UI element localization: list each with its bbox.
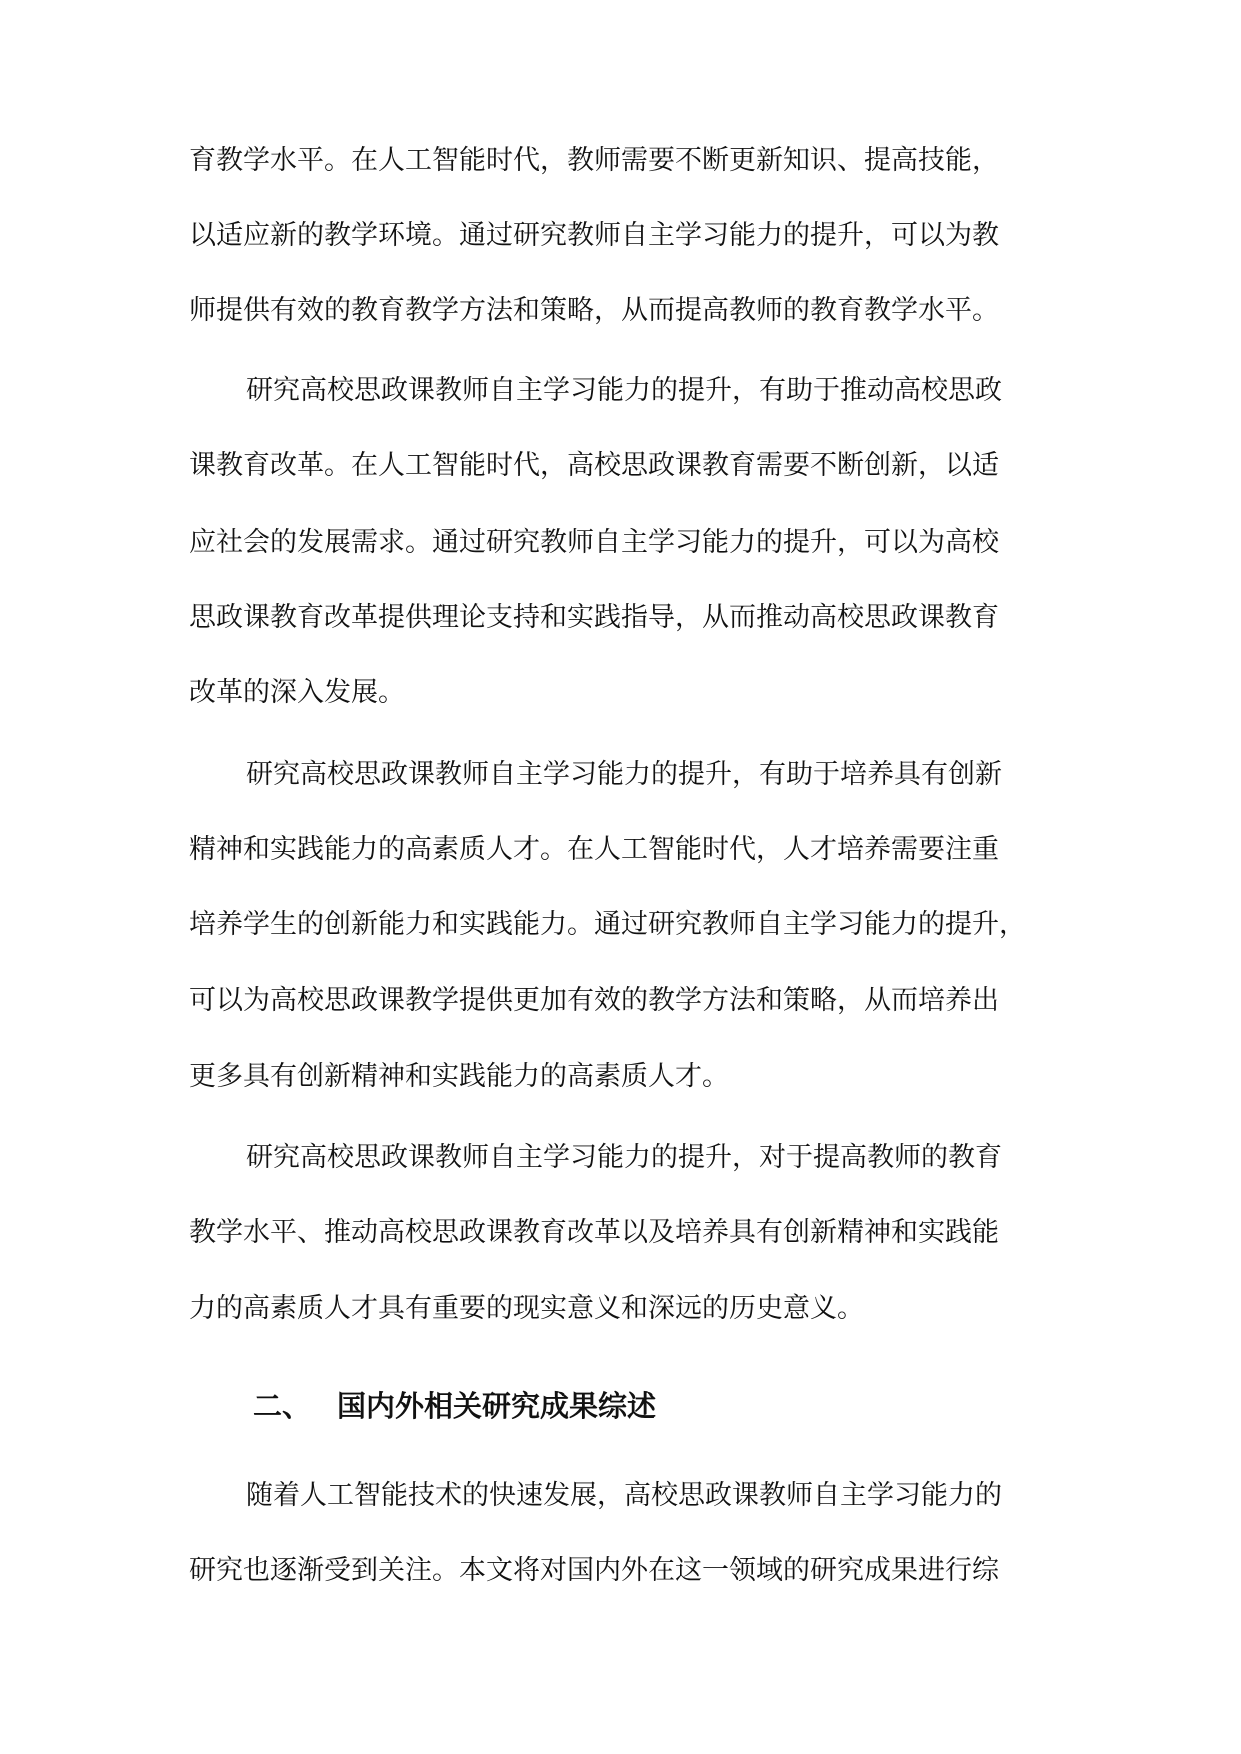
text-line: 研究高校思政课教师自主学习能力的提升，有助于培养具有创新 <box>246 759 1002 790</box>
text-line: 培养学生的创新能力和实践能力。通过研究教师自主学习能力的提升， <box>189 909 1026 940</box>
text-line: 研究高校思政课教师自主学习能力的提升，对于提高教师的教育 <box>246 1142 1002 1173</box>
text-line: 以适应新的教学环境。通过研究教师自主学习能力的提升，可以为教 <box>189 220 999 251</box>
text-line: 改革的深入发展。 <box>189 677 405 708</box>
section-title: 国内外相关研究成果综述 <box>337 1389 657 1423</box>
section-heading <box>253 1386 656 1426</box>
text-line: 研究高校思政课教师自主学习能力的提升，有助于推动高校思政 <box>246 375 1002 406</box>
text-line: 研究也逐渐受到关注。本文将对国内外在这一领域的研究成果进行综 <box>189 1555 999 1586</box>
text-line: 师提供有效的教育教学方法和策略，从而提高教师的教育教学水平。 <box>189 295 999 326</box>
text-line: 育教学水平。在人工智能时代，教师需要不断更新知识、提高技能， <box>189 145 999 176</box>
text-line: 更多具有创新精神和实践能力的高素质人才。 <box>189 1061 729 1092</box>
text-line: 教学水平、推动高校思政课教育改革以及培养具有创新精神和实践能 <box>189 1217 999 1248</box>
section-number: 二、 <box>253 1389 312 1423</box>
text-line: 应社会的发展需求。通过研究教师自主学习能力的提升，可以为高校 <box>189 527 999 558</box>
text-line: 随着人工智能技术的快速发展，高校思政课教师自主学习能力的 <box>246 1480 1002 1511</box>
text-line: 精神和实践能力的高素质人才。在人工智能时代，人才培养需要注重 <box>189 834 999 865</box>
text-line: 力的高素质人才具有重要的现实意义和深远的历史意义。 <box>189 1293 864 1324</box>
text-line: 思政课教育改革提供理论支持和实践指导，从而推动高校思政课教育 <box>189 602 999 633</box>
text-line: 可以为高校思政课教学提供更加有效的教学方法和策略，从而培养出 <box>189 985 999 1016</box>
text-line: 课教育改革。在人工智能时代，高校思政课教育需要不断创新，以适 <box>189 450 999 481</box>
